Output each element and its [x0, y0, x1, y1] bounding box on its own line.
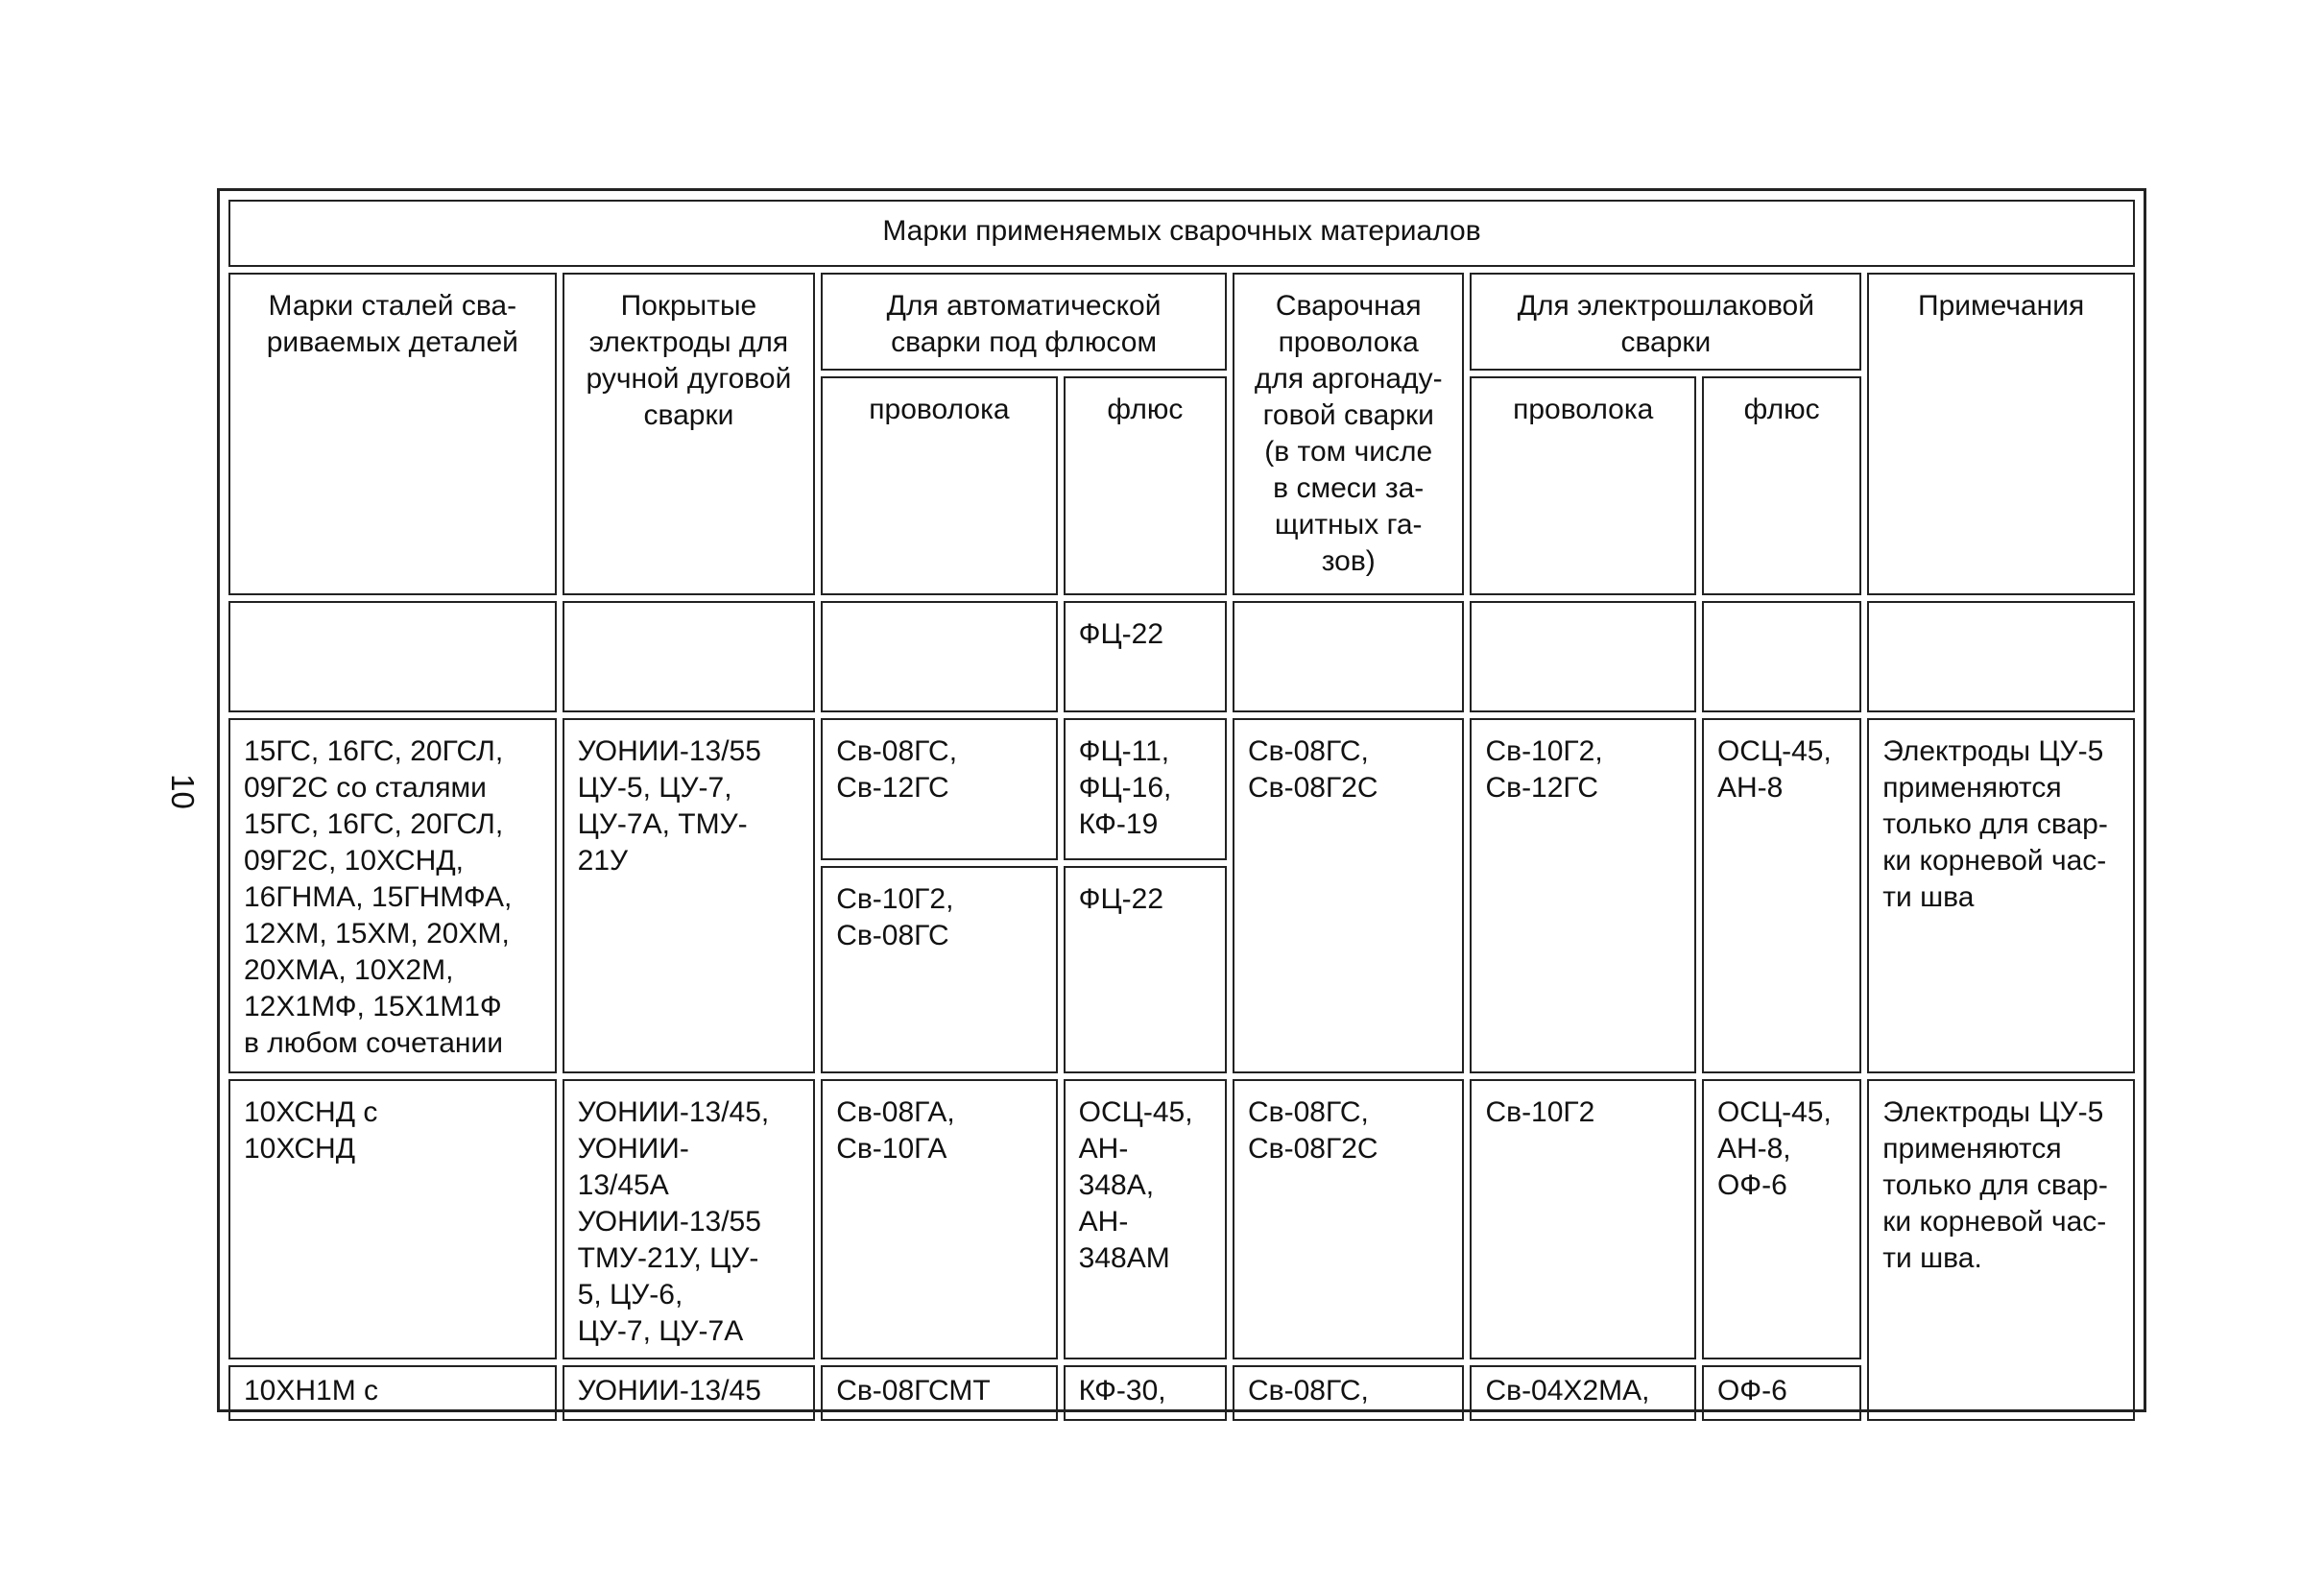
group3-auto-flux: КФ-30,	[1064, 1365, 1227, 1421]
header-electroslag: Для электрошлаковой сварки	[1470, 273, 1861, 371]
group1-steels: 15ГС, 16ГС, 20ГСЛ, 09Г2С со сталями 15ГС, 16ГС, 20ГСЛ, 09Г2С, 10ХСНД, 16ГНМА, 15ГНМФА, 12ХМ, 15ХМ, 20ХМ, 20ХМА, 10Х2М, 12Х1МФ, 15Х1М1Ф в любом сочетании	[228, 718, 557, 1073]
group1-auto-flux-2: ФЦ-22	[1064, 866, 1227, 1073]
header-auto-flux: флюс	[1064, 376, 1227, 595]
welding-materials-table	[223, 194, 2141, 1427]
group2-auto-wire: Св-08ГА, Св-10ГА	[821, 1079, 1057, 1359]
page-number: 10	[164, 774, 201, 809]
group1-auto-wire-1: Св-08ГС, Св-12ГС	[821, 718, 1057, 860]
header-auto-welding: Для автоматической сварки под флюсом	[821, 273, 1227, 371]
group2-es-wire: Св-10Г2	[1470, 1079, 1695, 1359]
group2-steels: 10ХСНД с 10ХСНД	[228, 1079, 557, 1359]
table-cell	[1867, 601, 2135, 712]
group3-steels: 10ХН1М с	[228, 1365, 557, 1421]
group1-es-wire: Св-10Г2, Св-12ГС	[1470, 718, 1695, 1073]
header-notes: Примечания	[1867, 273, 2135, 595]
header-coated-electrodes: Покрытые электроды для ручной дуговой сварки	[563, 273, 816, 595]
group3-auto-wire: Св-08ГСМТ	[821, 1365, 1057, 1421]
header-auto-wire: проволока	[821, 376, 1057, 595]
table-caption: Марки применяемых сварочных материалов	[228, 200, 2135, 267]
group2-es-flux: ОСЦ-45, АН-8, ОФ-6	[1702, 1079, 1861, 1359]
table-cell	[228, 601, 557, 712]
group1-auto-flux-1: ФЦ-11, ФЦ-16, КФ-19	[1064, 718, 1227, 860]
table-cell	[1702, 601, 1861, 712]
group2-auto-flux: ОСЦ-45, АН- 348А, АН- 348АМ	[1064, 1079, 1227, 1359]
group3-es-flux: ОФ-6	[1702, 1365, 1861, 1421]
group2-notes: Электроды ЦУ-5 применяются только для свар- ки корневой час- ти шва.	[1867, 1079, 2135, 1421]
table-cell	[1470, 601, 1695, 712]
header-es-flux: флюс	[1702, 376, 1861, 595]
header-steel-grades: Марки сталей сва- риваемых деталей	[228, 273, 557, 595]
table-cell	[1233, 601, 1464, 712]
table-cell	[563, 601, 816, 712]
group1-es-flux: ОСЦ-45, АН-8	[1702, 718, 1861, 1073]
table-cell: ФЦ-22	[1064, 601, 1227, 712]
group3-electrodes: УОНИИ-13/45	[563, 1365, 816, 1421]
header-argon-wire: Сварочная проволока для аргонаду- говой сварки (в том числе в смеси за- щитных га- зов)	[1233, 273, 1464, 595]
header-es-wire: проволока	[1470, 376, 1695, 595]
group1-argon-wire: Св-08ГС, Св-08Г2С	[1233, 718, 1464, 1073]
group2-argon-wire: Св-08ГС, Св-08Г2С	[1233, 1079, 1464, 1359]
group3-argon-wire: Св-08ГС,	[1233, 1365, 1464, 1421]
group2-electrodes: УОНИИ-13/45, УОНИИ- 13/45А УОНИИ-13/55 ТМУ-21У, ЦУ- 5, ЦУ-6, ЦУ-7, ЦУ-7А	[563, 1079, 816, 1359]
group1-electrodes: УОНИИ-13/55 ЦУ-5, ЦУ-7, ЦУ-7А, ТМУ- 21У	[563, 718, 816, 1073]
table-cell	[821, 601, 1057, 712]
group1-notes: Электроды ЦУ-5 применяются только для свар- ки корневой час- ти шва	[1867, 718, 2135, 1073]
group1-auto-wire-2: Св-10Г2, Св-08ГС	[821, 866, 1057, 1073]
group3-es-wire: Св-04Х2МА,	[1470, 1365, 1695, 1421]
